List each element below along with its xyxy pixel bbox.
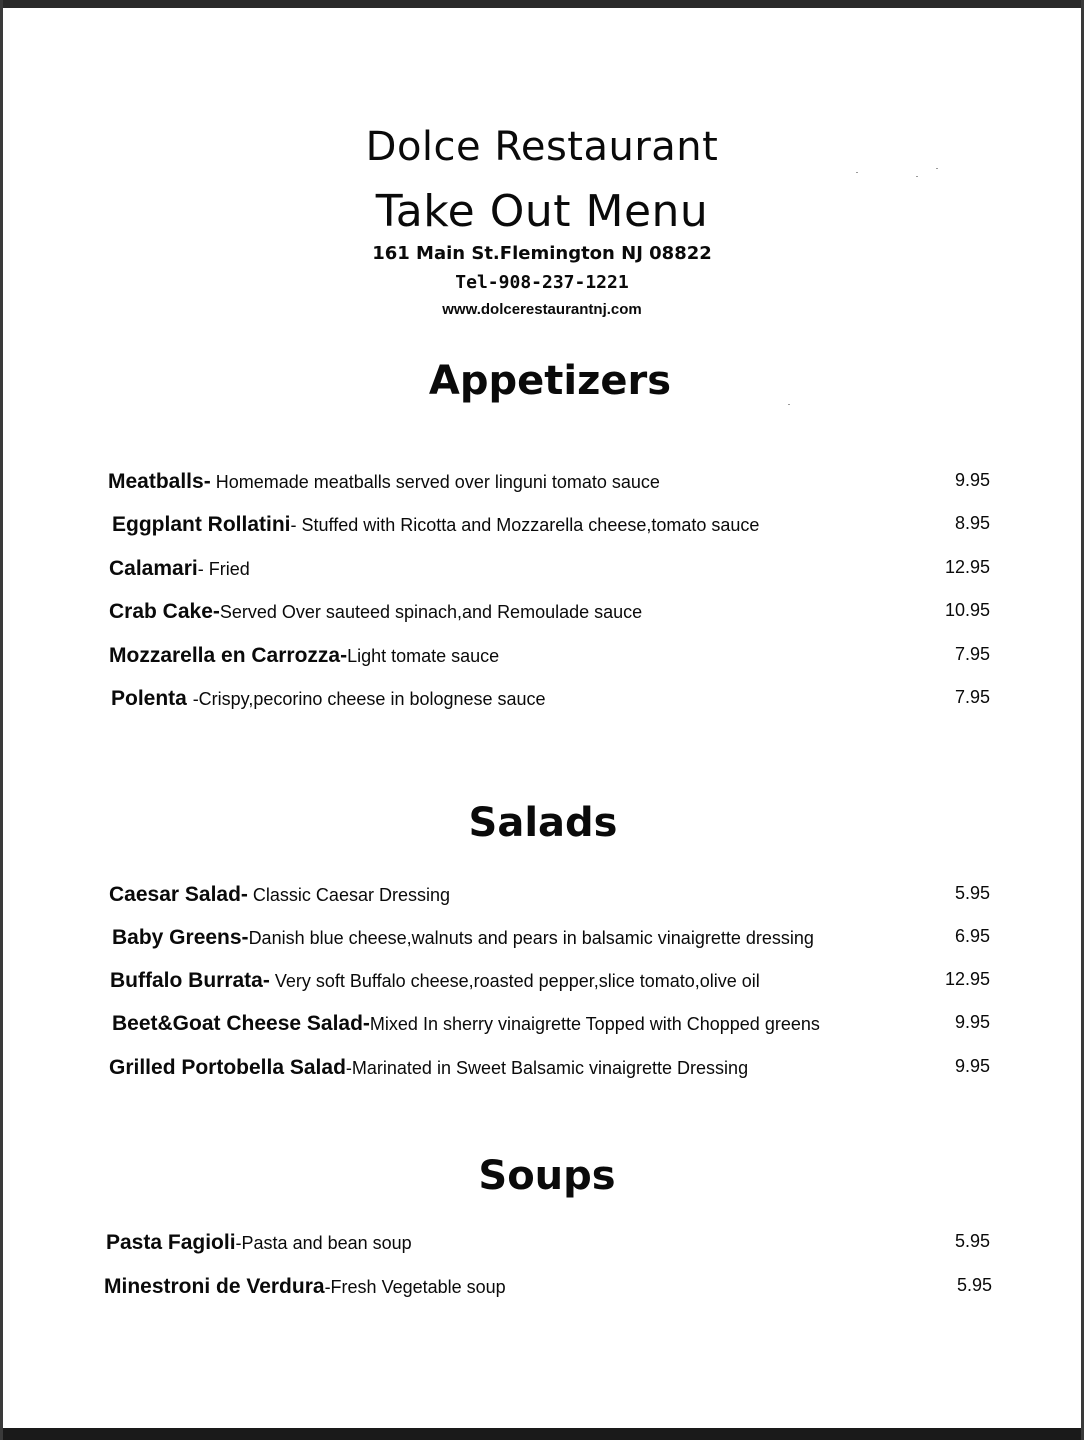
menu-item-description: - Stuffed with Ricotta and Mozzarella cheese,tomato sauce [290, 515, 760, 535]
menu-item [0, 687, 1084, 715]
menu-item-text [108, 470, 660, 494]
scan-speck [856, 172, 858, 173]
menu-item-description: Light tomate sauce [347, 646, 500, 666]
section-heading-soups: Soups [478, 1153, 616, 1199]
menu-item-name: Minestroni de Verdura [104, 1275, 325, 1298]
menu-item-price: 12.95 [944, 969, 990, 989]
menu-item-text [112, 513, 759, 537]
menu-item-text [111, 687, 546, 711]
restaurant-address: 161 Main St.Flemington NJ 08822 [372, 243, 712, 264]
menu-item-name: Polenta [111, 687, 193, 710]
menu-item-name: Beet&Goat Cheese Salad- [112, 1012, 370, 1035]
menu-item-description: Mixed In sherry vinaigrette Topped with Chopped greens [369, 1014, 820, 1034]
menu-item-description: Homemade meatballs served over linguni tomato sauce [210, 472, 660, 492]
menu-item-name: Mozzarella en Carrozza- [109, 644, 348, 667]
menu-item-text [112, 1012, 820, 1036]
restaurant-name: Dolce Restaurant [365, 124, 719, 170]
menu-item [0, 1012, 1084, 1040]
section-heading-salads: Salads [468, 800, 618, 846]
menu-item-price: 5.95 [956, 1275, 992, 1295]
menu-item-name: Buffalo Burrata- [110, 969, 270, 992]
menu-item-name: Crab Cake- [109, 600, 220, 623]
menu-item-price: 9.95 [954, 470, 990, 490]
menu-item [0, 600, 1084, 628]
menu-item-description: Very soft Buffalo cheese,roasted pepper,slice tomato,olive oil [269, 971, 760, 991]
menu-item-price: 6.95 [954, 926, 990, 946]
menu-item-description: -Fresh Vegetable soup [324, 1277, 506, 1297]
menu-item-description: Danish blue cheese,walnuts and pears in balsamic vinaigrette dressing [248, 928, 814, 948]
restaurant-phone: Tel-908-237-1221 [455, 272, 629, 293]
menu-item [0, 1275, 1084, 1303]
menu-item-name: Caesar Salad- [109, 883, 248, 906]
menu-item [0, 969, 1084, 997]
menu-item [0, 1231, 1084, 1259]
menu-item-text [109, 644, 499, 668]
menu-item-price: 7.95 [954, 644, 990, 664]
menu-item [0, 926, 1084, 954]
menu-item-text [106, 1231, 412, 1255]
scan-border-top [0, 0, 1084, 8]
menu-item [0, 557, 1084, 585]
menu-item-text [110, 969, 760, 993]
menu-item-name: Pasta Fagioli [106, 1231, 236, 1254]
menu-item-text [112, 926, 814, 950]
menu-item-text [109, 557, 250, 581]
menu-item-description: -Marinated in Sweet Balsamic vinaigrette Dressing [345, 1058, 749, 1078]
menu-item [0, 513, 1084, 541]
section-heading-appetizers: Appetizers [428, 358, 672, 404]
scan-speck [916, 176, 918, 177]
menu-item-text [109, 600, 642, 624]
menu-item-name: Meatballs- [108, 470, 211, 493]
menu-item [0, 644, 1084, 672]
menu-item-name: Calamari [109, 557, 198, 580]
menu-item-description: Served Over sauteed spinach,and Remoulade sauce [219, 602, 643, 622]
menu-item-description: -Pasta and bean soup [235, 1233, 412, 1253]
menu-item-price: 8.95 [954, 513, 990, 533]
menu-item-price: 5.95 [954, 1231, 990, 1251]
menu-item [0, 1056, 1084, 1084]
menu-item-description: -Crispy,pecorino cheese in bolognese sauce [192, 689, 546, 709]
scan-speck [788, 404, 790, 405]
menu-item-price: 9.95 [954, 1012, 990, 1032]
menu-item-description: - Fried [197, 559, 250, 579]
menu-item-name: Grilled Portobella Salad [109, 1056, 346, 1079]
menu-item-description: Classic Caesar Dressing [247, 885, 450, 905]
menu-item-name: Eggplant Rollatini [112, 513, 291, 536]
menu-item-price: 10.95 [944, 600, 990, 620]
menu-item-price: 12.95 [944, 557, 990, 577]
menu-item-price: 5.95 [954, 883, 990, 903]
menu-item-text [109, 883, 450, 907]
menu-item-text [104, 1275, 506, 1299]
restaurant-website: www.dolcerestaurantnj.com [442, 301, 642, 318]
menu-item-price: 7.95 [954, 687, 990, 707]
menu-item-text [109, 1056, 748, 1080]
menu-item-price: 9.95 [954, 1056, 990, 1076]
menu-item [0, 470, 1084, 498]
menu-title: Take Out Menu [375, 186, 709, 237]
scan-border-bottom [0, 1428, 1084, 1440]
menu-item [0, 883, 1084, 911]
menu-item-name: Baby Greens- [112, 926, 249, 949]
